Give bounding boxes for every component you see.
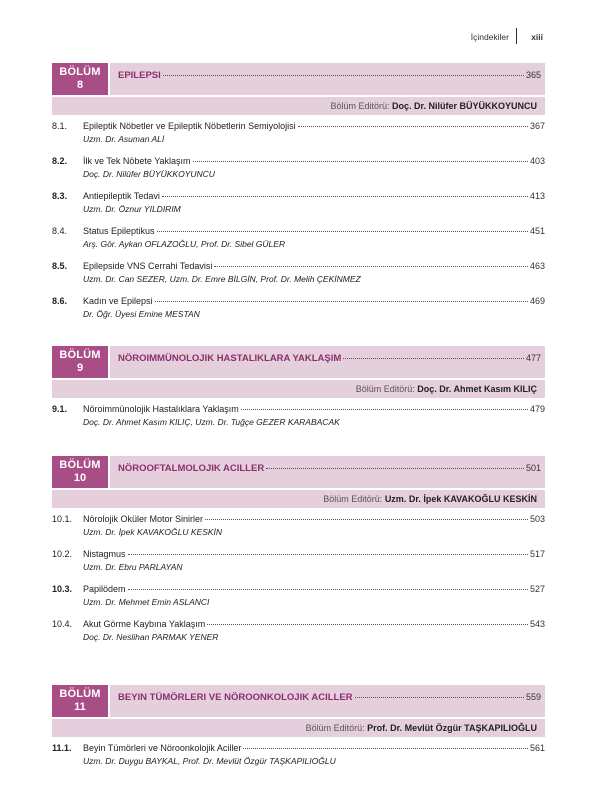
- chapter-word: BÖLÜM: [59, 349, 101, 361]
- entry-number: 10.1.: [52, 514, 73, 524]
- dot-leader: [343, 358, 524, 359]
- editor-name: Prof. Dr. Mevlüt Özgür TAŞKAPILIOĞLU: [367, 723, 537, 733]
- chapter-heading[interactable]: [52, 346, 545, 378]
- chapter-title-bar: [110, 346, 545, 378]
- entry-list: [52, 743, 545, 778]
- entry-page: 413: [529, 191, 545, 201]
- chapter-number-box: [52, 346, 108, 378]
- toc-entry[interactable]: [52, 191, 545, 226]
- chapter-8: [52, 63, 545, 331]
- chapter-11: [52, 685, 545, 778]
- entry-title: Papilödem: [83, 584, 126, 594]
- entry-number: 10.2.: [52, 549, 73, 559]
- editor-label: Bölüm Editörü:: [305, 723, 365, 733]
- chapter-number-box: [52, 685, 108, 717]
- entry-title: Status Epileptikus: [83, 226, 155, 236]
- chapter-title: NÖROIMMÜNOLOJIK HASTALIKLARA YAKLAŞIM: [118, 353, 342, 364]
- toc-entry[interactable]: [52, 261, 545, 296]
- toc-entry[interactable]: [52, 121, 545, 156]
- dot-leader: [207, 624, 528, 625]
- entry-page: 451: [529, 226, 545, 236]
- entry-list: [52, 404, 545, 439]
- entry-title: Epilepside VNS Cerrahi Tedavisi: [83, 261, 213, 271]
- dot-leader: [162, 196, 528, 197]
- chapter-page: 501: [525, 463, 541, 473]
- entry-page: 463: [529, 261, 545, 271]
- toc-entry[interactable]: [52, 226, 545, 261]
- entry-number: 9.1.: [52, 404, 68, 414]
- entry-title: Epileptik Nöbetler ve Epileptik Nöbetlerin Semiyolojisi: [83, 121, 296, 131]
- entry-number: 11.1.: [52, 743, 72, 753]
- entry-list: [52, 121, 545, 331]
- toc-entry[interactable]: [52, 584, 545, 619]
- chapter-word: BÖLÜM: [59, 688, 101, 700]
- chapter-page: 559: [525, 692, 541, 702]
- entry-authors: Uzm. Dr. Asuman ALİ: [83, 134, 165, 144]
- entry-page: 561: [529, 743, 545, 753]
- entry-page: 367: [529, 121, 545, 131]
- chapter-title: BEYIN TÜMÖRLERI VE NÖROONKOLOJIK ACILLER: [118, 692, 353, 703]
- entry-page: 517: [529, 549, 545, 559]
- entry-title: İlk ve Tek Nöbete Yaklaşım: [83, 156, 191, 166]
- dot-leader: [155, 301, 528, 302]
- entry-page: 469: [529, 296, 545, 306]
- dot-leader: [298, 126, 528, 127]
- entry-authors: Doç. Dr. Ahmet Kasım KILIÇ, Uzm. Dr. Tuğçe GEZER KARABACAK: [83, 417, 340, 427]
- entry-authors: Uzm. Dr. İpek KAVAKOĞLU KESKİN: [83, 527, 223, 537]
- chapter-title-bar: [110, 63, 545, 95]
- chapter-editor: [52, 719, 545, 737]
- chapter-title: NÖROOFTALMOLOJIK ACILLER: [118, 463, 265, 474]
- entry-authors: Doç. Dr. Neslihan PARMAK YENER: [83, 632, 219, 642]
- entry-title: Nöroimmünolojik Hastalıklara Yaklaşım: [83, 404, 239, 414]
- entry-number: 8.5.: [52, 261, 68, 271]
- chapter-heading[interactable]: [52, 685, 545, 717]
- entry-page: 527: [529, 584, 545, 594]
- editor-label: Bölüm Editörü:: [323, 494, 383, 504]
- entry-authors: Uzm. Dr. Duygu BAYKAL, Prof. Dr. Mevlüt Özgür TAŞKAPILIOĞLU: [83, 756, 336, 766]
- running-header: [0, 28, 593, 48]
- entry-authors: Arş. Gör. Aykan OFLAZOĞLU, Prof. Dr. Sibel GÜLER: [83, 239, 286, 249]
- chapter-heading[interactable]: [52, 63, 545, 95]
- dot-leader: [163, 75, 524, 76]
- dot-leader: [243, 748, 528, 749]
- entry-authors: Doç. Dr. Nilüfer BÜYÜKKOYUNCU: [83, 169, 215, 179]
- chapter-editor: [52, 97, 545, 115]
- editor-name: Uzm. Dr. İpek KAVAKOĞLU KESKİN: [384, 494, 537, 504]
- toc-entry[interactable]: [52, 296, 545, 331]
- chapter-page: 477: [525, 353, 541, 363]
- chapter-word: BÖLÜM: [59, 66, 101, 78]
- chapter-number: 8: [76, 79, 84, 91]
- chapter-number: 10: [73, 472, 87, 484]
- editor-name: Doç. Dr. Ahmet Kasım KILIÇ: [417, 384, 537, 394]
- dot-leader: [128, 589, 528, 590]
- dot-leader: [355, 697, 524, 698]
- entry-title: Nörolojik Oküler Motor Sinirler: [83, 514, 204, 524]
- entry-number: 10.4.: [52, 619, 73, 629]
- entry-title: Akut Görme Kaybına Yaklaşım: [83, 619, 206, 629]
- chapter-9: [52, 346, 545, 439]
- editor-label: Bölüm Editörü:: [330, 101, 390, 111]
- entry-title: Nistagmus: [83, 549, 126, 559]
- toc-entry[interactable]: [52, 619, 545, 654]
- dot-leader: [205, 519, 528, 520]
- editor-name: Doç. Dr. Nilüfer BÜYÜKKOYUNCU: [391, 101, 537, 111]
- dot-leader: [157, 231, 528, 232]
- entry-title: Kadın ve Epilepsi: [83, 296, 153, 306]
- toc-entry[interactable]: [52, 743, 545, 778]
- entry-authors: Uzm. Dr. Öznur YILDIRIM: [83, 204, 181, 214]
- dot-leader: [266, 468, 524, 469]
- entry-title: Antiepileptik Tedavi: [83, 191, 160, 201]
- header-divider: [516, 28, 517, 44]
- entry-page: 543: [529, 619, 545, 629]
- entry-number: 10.3.: [52, 584, 73, 594]
- entry-authors: Uzm. Dr. Can SEZER, Uzm. Dr. Emre BİLGİN, Prof. Dr. Melih ÇEKİNMEZ: [83, 274, 361, 284]
- chapter-editor: [52, 380, 545, 398]
- entry-number: 8.3.: [52, 191, 68, 201]
- chapter-number: 11: [74, 701, 86, 713]
- entry-authors: Uzm. Dr. Mehmet Emin ASLANCI: [83, 597, 210, 607]
- entry-page: 479: [529, 404, 545, 414]
- entry-authors: Dr. Öğr. Üyesi Emine MESTAN: [83, 309, 200, 319]
- dot-leader: [214, 266, 528, 267]
- entry-page: 403: [529, 156, 545, 166]
- dot-leader: [128, 554, 528, 555]
- chapter-title-bar: [110, 685, 545, 717]
- chapter-10: [52, 456, 545, 654]
- header-title: İçindekiler: [470, 32, 509, 42]
- entry-number: 8.4.: [52, 226, 68, 236]
- chapter-title-bar: [110, 456, 545, 488]
- toc-entry[interactable]: [52, 156, 545, 191]
- editor-label: Bölüm Editörü:: [355, 384, 415, 394]
- entry-number: 8.2.: [52, 156, 68, 166]
- header-page-number: xiii: [531, 32, 543, 42]
- entry-number: 8.6.: [52, 296, 68, 306]
- entry-list: [52, 514, 545, 654]
- dot-leader: [193, 161, 528, 162]
- chapter-title: EPILEPSI: [118, 70, 161, 81]
- toc-entry[interactable]: [52, 404, 545, 439]
- entry-authors: Uzm. Dr. Ebru PARLAYAN: [83, 562, 183, 572]
- chapter-word: BÖLÜM: [59, 459, 101, 471]
- toc-entry[interactable]: [52, 514, 545, 549]
- chapter-editor: [52, 490, 545, 508]
- chapter-number-box: [52, 63, 108, 95]
- chapter-number-box: [52, 456, 108, 488]
- chapter-number: 9: [76, 362, 84, 374]
- entry-number: 8.1.: [52, 121, 68, 131]
- chapter-heading[interactable]: [52, 456, 545, 488]
- chapter-page: 365: [525, 70, 541, 80]
- dot-leader: [241, 409, 528, 410]
- entry-title: Beyin Tümörleri ve Nöroonkolojik Aciller: [83, 743, 242, 753]
- entry-page: 503: [529, 514, 545, 524]
- toc-entry[interactable]: [52, 549, 545, 584]
